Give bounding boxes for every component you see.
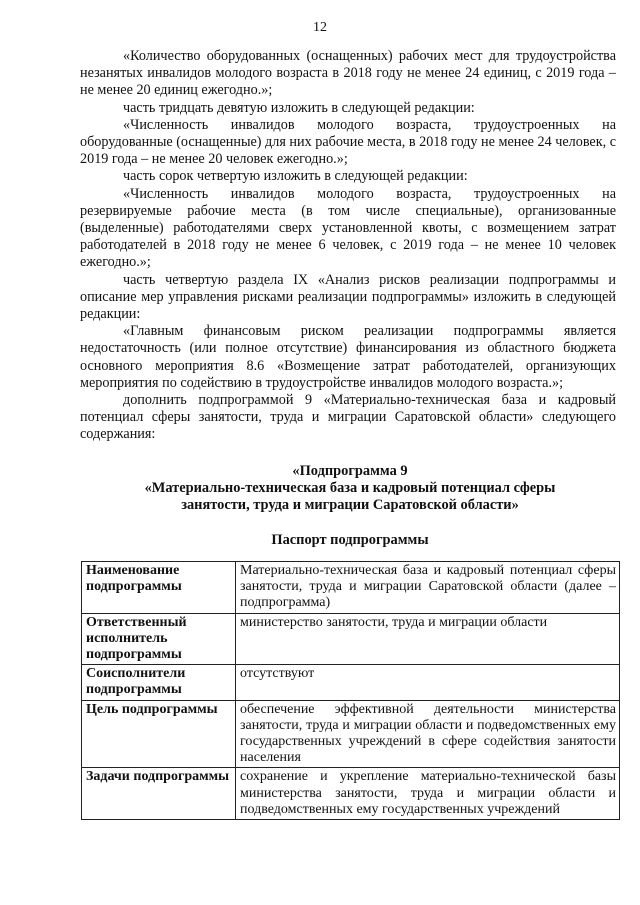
row-label: Наименование подпрограммы: [82, 562, 236, 614]
document-body: [80, 48, 616, 444]
passport-table: [81, 561, 620, 820]
paragraph: «Численность инвалидов молодого возраста, трудоустроенных на резервируемые рабочие места (в том числе специальные), организованные (выделенные) работодателями сверх установленной квоты, с возмещением затрат работодателей в 2018 году не менее 6 человек, с 2019 года – не менее 10 человек ежегодно.»;: [80, 185, 616, 271]
page-number: 12: [313, 20, 327, 35]
row-label: Задачи подпрограммы: [82, 768, 236, 820]
paragraph: часть тридцать девятую изложить в следующей редакции:: [123, 99, 475, 116]
row-value: обеспечение эффективной деятельности министерства занятости, труда и миграции области и подведомственных ему государственных учреждений в сфере содействия занятости населения: [236, 700, 620, 768]
paragraph: «Количество оборудованных (оснащенных) рабочих мест для трудоустройства незанятых инвалидов молодого возраста в 2018 году не менее 24 единиц, с 2019 года – не менее 20 единиц ежегодно.»;: [80, 48, 616, 99]
paragraph: дополнить подпрограммой 9 «Материально-техническая база и кадровый потенциал сферы занятости, труда и миграции Саратовской области» следующего содержания:: [80, 392, 616, 443]
table-row: [82, 665, 620, 700]
table-row: [82, 768, 620, 820]
row-label: Цель подпрограммы: [82, 700, 236, 768]
table-row: [82, 700, 620, 768]
paragraph: часть четвертую раздела IX «Анализ рисков реализации подпрограммы и описание мер управления рисками реализации подпрограммы» изложить в следующей редакции:: [80, 271, 616, 323]
row-value: министерство занятости, труда и миграции области: [236, 613, 620, 665]
row-value: отсутствуют: [236, 665, 620, 700]
subprogram-heading-line3: занятости, труда и миграции Саратовской области»: [181, 497, 519, 513]
subprogram-heading-line1: «Подпрограмма 9: [292, 463, 408, 479]
paragraph: «Численность инвалидов молодого возраста, трудоустроенных на оборудованные (оснащенные) для них рабочие места, в 2018 году не менее 24 человек, с 2019 года – не менее 20 человек ежегодно.»;: [80, 116, 617, 168]
table-row: [82, 613, 620, 665]
row-label: Соисполнители подпрограммы: [82, 665, 236, 700]
row-value: Материально-техническая база и кадровый потенциал сферы занятости, труда и миграции Саратовской области (далее – подпрограмма): [236, 562, 620, 614]
paragraph: часть сорок четвертую изложить в следующей редакции:: [123, 168, 468, 185]
table-row: [82, 562, 620, 614]
row-label: Ответственный исполнитель подпрограммы: [82, 613, 236, 665]
paragraph: «Главным финансовым риском реализации подпрограммы является недостаточность (или полное отсутствие) финансирования из областного бюджета основного мероприятия 8.6 «Возмещение затрат работодателей, организующих мероприятия по содействию в трудоустройстве инвалидов молодого возраста.»;: [80, 323, 616, 391]
passport-title: Паспорт подпрограммы: [271, 532, 429, 548]
subprogram-heading-line2: «Материально-техническая база и кадровый потенциал сферы: [144, 480, 556, 496]
row-value: сохранение и укрепление материально-технической базы министерства занятости, труда и миграции области и подведомственных ему государственных учреждений: [236, 768, 620, 820]
